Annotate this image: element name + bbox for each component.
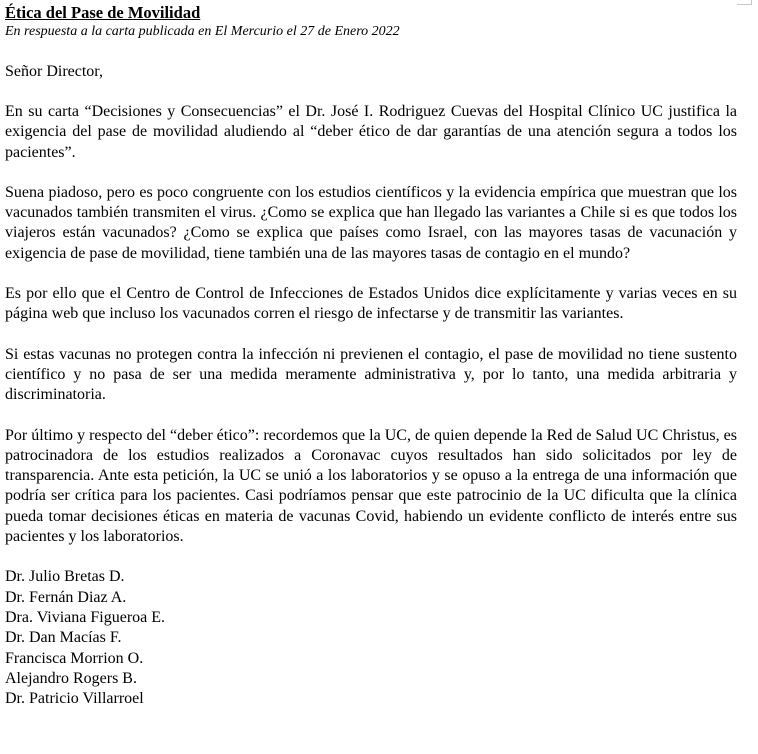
page-corner-mark: [737, 0, 752, 5]
signatory: Francisca Morrion O.: [5, 649, 144, 667]
letter-paragraph-2: Suena piadoso, pero es poco congruente con los estudios científicos y la evidencia empírica que muestran que los vacunados también transmiten el virus. ¿Como se explica que han llegado las variantes a Chile si es que todos los viajeros están vacunados? ¿Como se explica que países como Israel, con las mayores tasas de vacunación y exigencia de pase de movilidad, tiene también una de las mayores tasas de contagio en el mundo?: [5, 183, 737, 262]
letter-title: Ética del Pase de Movilidad: [5, 3, 201, 22]
letter-paragraph-3: Es por ello que el Centro de Control de Infecciones de Estados Unidos dice explícitamente y varias veces en su página web que incluso los vacunados corren el riesgo de infectarse y de transmitir las variantes.: [5, 285, 737, 323]
letter-paragraph-4: Si estas vacunas no protegen contra la infección ni previenen el contagio, el pase de movilidad no tiene sustento científico y no pasa de ser una medida meramente administrativa y, por lo tanto, una medida arbitraria y discriminatoria.: [5, 345, 737, 404]
letter-salutation: Señor Director,: [5, 63, 103, 80]
letter-document: [5, 3, 737, 709]
letter-paragraph-5: Por último y respecto del “deber ético”: recordemos que la UC, de quien depende la Red de Salud UC Christus, es patrocinadora de los estudios realizados a Coronavac cuyos resultados han sido solicitados por ley de transparencia. Ante esta petición, la UC se unió a los laboratorios y se opuso a la entrega de una información que podría ser crítica para los pacientes. Casi podríamos pensar que este patrocinio de la UC dificulta que la clínica pueda tomar decisiones éticas en materia de vacunas Covid, habiendo un evidente conflicto de interés entre sus pacientes y los laboratorios.: [5, 426, 737, 546]
signatory: Alejandro Rogers B.: [5, 669, 137, 687]
letter-paragraph-1: En su carta “Decisiones y Consecuencias” el Dr. José I. Rodriguez Cuevas del Hospital Clínico UC justifica la exigencia del pase de movilidad aludiendo al “deber ético de dar garantías de una atención segura a todos los pacientes”.: [5, 103, 737, 161]
signatory: Dr. Dan Macías F.: [5, 629, 122, 647]
signatory: Dr. Julio Bretas D.: [5, 568, 125, 586]
signatory: Dr. Fernán Diaz A.: [5, 588, 127, 606]
letter-subtitle: En respuesta a la carta publicada en El Mercurio el 27 de Enero 2022: [5, 24, 400, 39]
signatory: Dra. Viviana Figueroa E.: [5, 608, 166, 626]
signatory-list: [5, 567, 737, 709]
signatory: Dr. Patricio Villarroel: [5, 690, 144, 708]
